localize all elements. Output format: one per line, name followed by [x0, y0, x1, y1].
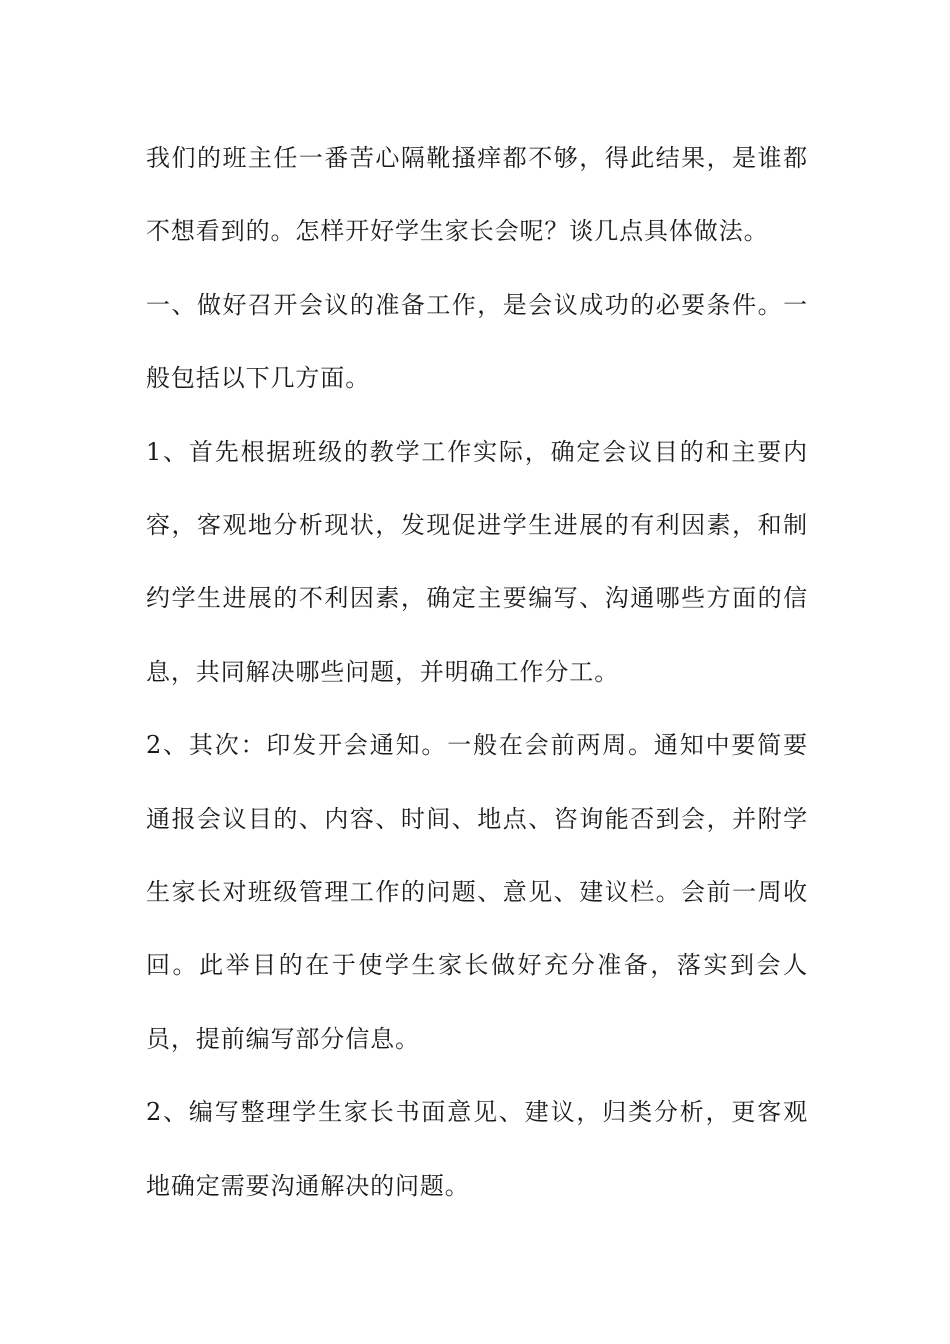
paragraph: 1、首先根据班级的教学工作实际，确定会议目的和主要内容，客观地分析现状，发现促进学生进展的有利因素，和制约学生进展的不利因素，确定主要编写、沟通哪些方面的信息，共同解决哪些问题，并明确工作分工。: [146, 437, 808, 686]
paragraph: 一、做好召开会议的准备工作，是会议成功的必要条件。一般包括以下几方面。: [146, 290, 808, 393]
paragraph: 我们的班主任一番苦心隔靴搔痒都不够，得此结果，是谁都不想看到的。怎样开好学生家长会呢？谈几点具体做法。: [146, 144, 808, 246]
paragraph: 2、编写整理学生家长书面意见、建议，归类分析，更客观地确定需要沟通解决的问题。: [146, 1098, 808, 1200]
paragraph: 2、其次：印发开会通知。一般在会前两周。通知中要简要通报会议目的、内容、时间、地点、咨询能否到会，并附学生家长对班级管理工作的问题、意见、建议栏。会前一周收回。此举目的在于使学生家长做好充分准备，落实到会人员，提前编写部分信息。: [146, 731, 808, 1053]
document-body: [146, 122, 808, 1223]
